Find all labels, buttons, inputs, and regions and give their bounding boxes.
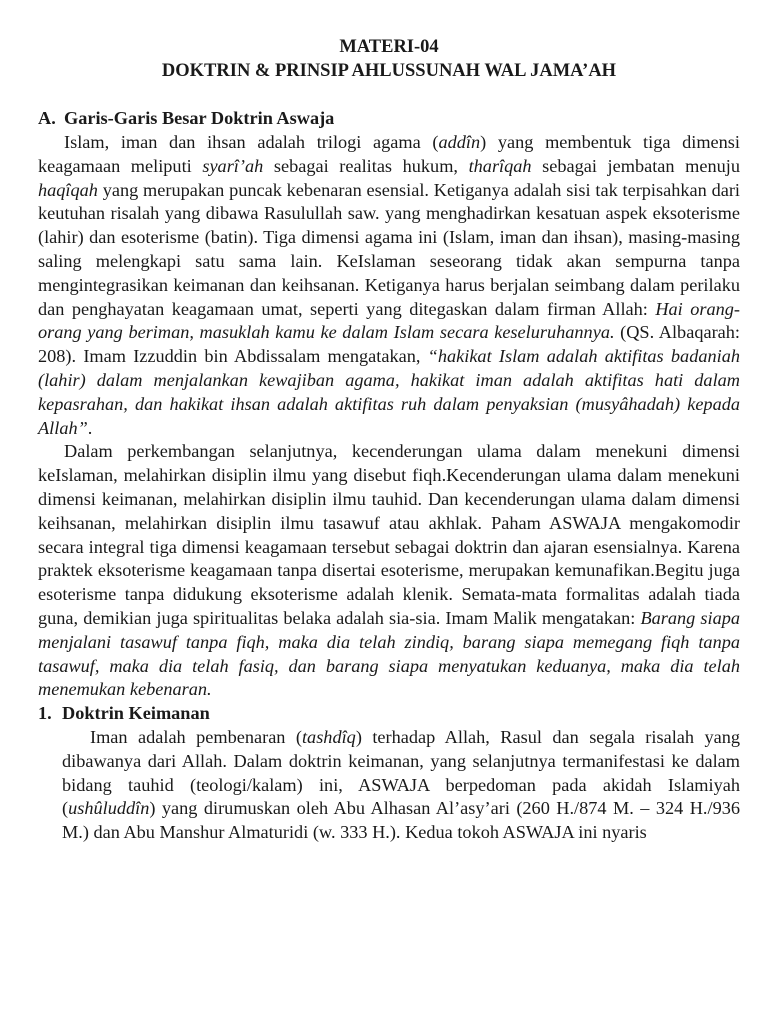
italic-run: tashdîq (301, 726, 356, 747)
document-title-line-2: DOKTRIN & PRINSIP AHLUSSUNAH WAL JAMA’AH (161, 60, 617, 81)
italic-run: “hakikat Islam adalah aktifitas badaniah (lahir) dalam menjalankan kewajiban agama, hakikat iman adalah aktifitas hati dalam kepasrahan, dan hakikat ihsan adalah aktifitas ruh dalam penyaksian (musyâhadah) kepada Allah” (38, 346, 740, 438)
spacer (38, 83, 740, 107)
section-number: A. (38, 108, 56, 129)
text-run: Dalam perkembangan selanjutnya, kecenderungan ulama dalam menekuni dimensi keIslaman, melahirkan disiplin ilmu yang disebut fiqh.Kecenderungan ulama dalam menekuni dimensi keimanan, melahirkan disiplin ilmu tauhid. Dan kecenderungan ulama dalam dimensi keihsanan, melahirkan disiplin ilmu tasawuf atau akhlak. Paham ASWAJA mengakomodir secara integral tiga dimensi keagamaan tersebut sebagai doktrin dan ajaran esensialnya. Karena praktek eksoterisme keagamaan tanpa disertai esoterisme, merupakan kemunafikan.Begitu juga esoterisme tanpa didukung eksoterisme adalah klenik. Semata-mata formalitas adalah tiada guna, demikian juga spiritualitas belaka adalah sia-sia. Imam Malik mengatakan: (38, 441, 740, 628)
italic-run: ushûluddîn (68, 798, 150, 819)
paragraph-3 (62, 726, 740, 845)
text-run: yang merupakan puncak kebenaran esensial. Ketiganya adalah sisi tak terpisahkan dari keutuhan risalah yang dibawa Rasulullah saw. yang menghadirkan kesatuan aspek eksoterisme (lahir) dan esoterisme (batin). Tiga dimensi agama ini (Islam, iman dan ihsan), masing-masing saling melengkapi satu sama lain. KeIslaman seseorang tidak akan sempurna tanpa mengintegrasikan keimanan dan keihsanan. Ketiganya harus berjalan seimbang dalam perilaku dan penghayatan keagamaan umat, seperti yang ditegaskan dalam firman Allah: (38, 179, 740, 319)
italic-run: syarî’ah (202, 155, 264, 176)
paragraph-1 (38, 131, 740, 440)
section-number: 1. (38, 703, 52, 724)
section-title: Doktrin Keimanan (62, 703, 210, 724)
document-title-line-1: MATERI-04 (339, 37, 439, 57)
italic-run: Barang siapa menjalani tasawuf tanpa fiqh, maka dia telah zindiq, barang siapa memegang fiqh tanpa tasawuf, maka dia telah fasiq, dan barang siapa menyatukan keduanya, maka dia telah menemukan kebenaran. (38, 607, 741, 700)
text-run: ) terhadap Allah, Rasul dan segala risalah yang dibawanya dari Allah. Dalam doktrin keimanan, yang selanjutnya termanifestasi ke dalam bidang tauhid (teologi/kalam) ini, ASWAJA berpedoman pada akidah Islamiyah ( (62, 726, 740, 819)
text-run: (QS. Albaqarah: 208). Imam Izzuddin bin Abdissalam mengatakan, (38, 322, 740, 367)
text-run: sebagai realitas hukum, (263, 155, 469, 176)
text-run: Islam, iman dan ihsan adalah trilogi agama ( (64, 131, 439, 152)
italic-run: addîn (438, 131, 481, 152)
section-heading-a (38, 107, 740, 131)
text-run: sebagai jembatan menuju (531, 155, 740, 176)
text-run: ) yang dirumuskan oleh Abu Alhasan Al’asy’ari (260 H./874 M. – 324 H./936 M.) dan Abu Manshur Almaturidi (w. 333 H.). Kedua tokoh ASWAJA ini nyaris (62, 798, 740, 843)
paragraph-2 (38, 440, 740, 702)
section-heading-1 (38, 702, 740, 726)
text-run: . (87, 417, 93, 438)
text-run: ) yang membentuk tiga dimensi keagamaan meliputi (38, 131, 740, 176)
italic-run: haqîqah (38, 179, 98, 200)
section-title: Garis-Garis Besar Doktrin Aswaja (64, 108, 335, 129)
italic-run: tharîqah (468, 155, 532, 176)
text-run: Iman adalah pembenaran ( (90, 726, 302, 747)
italic-run: Hai orang-orang yang beriman, masuklah kamu ke dalam Islam secara keseluruhannya. (38, 298, 740, 343)
